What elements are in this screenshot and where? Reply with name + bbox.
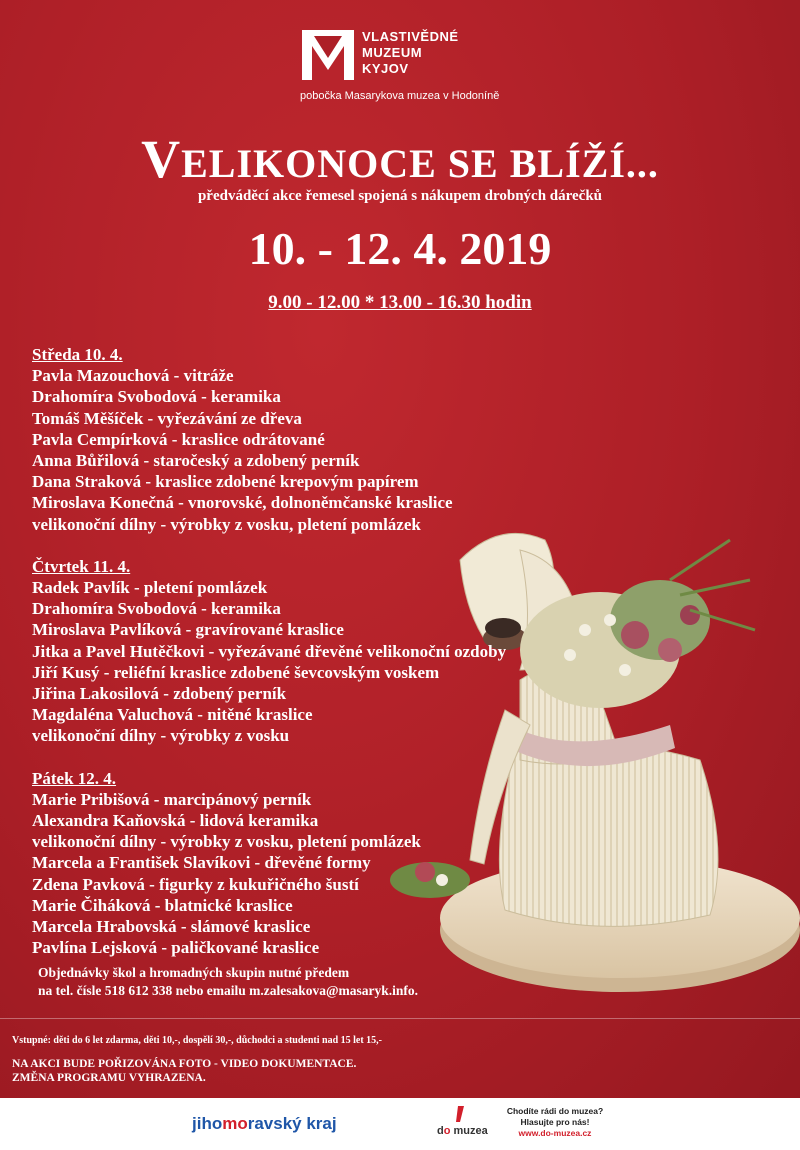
list-item: Marie Pribišová - marcipánový perník (32, 789, 312, 809)
program-day (32, 768, 572, 959)
list-item: Alexandra Kaňovská - lidová keramika (32, 811, 319, 831)
list-item: Pavlína Lejsková - paličkované kraslice (32, 938, 320, 958)
list-item: Marcela Hrabovská - slámové kraslice (32, 917, 311, 937)
museum-m-logo-icon (300, 26, 356, 82)
list-item: Zdena Pavková - figurky z kukuřičného šustí (32, 874, 359, 894)
event-dates: 10. - 12. 4. 2019 (248, 223, 552, 274)
list-item: Marcela a František Slavíkovi - dřevěné formy (32, 853, 371, 873)
list-item: Miroslava Konečná - vnorovské, dolnoněmčanské kraslice (32, 493, 453, 513)
group-orders-note: Objednávky škol a hromadných skupin nutné předem na tel. čísle 518 612 338 nebo emailu m.zalesakova@masaryk.info. (38, 965, 419, 998)
jihomoravsky-kraj-logo: jihomoravský kraj (192, 1114, 337, 1133)
event-subtitle: předváděcí akce řemesel spojená s nákupem drobných dárečků (197, 188, 603, 204)
list-item: Dana Straková - kraslice zdobené krepovým papírem (32, 472, 419, 492)
title-initial: V (141, 129, 182, 189)
event-hours: 9.00 - 12.00 * 13.00 - 16.30 hodin (268, 292, 532, 313)
list-item: Tomáš Měšíček - vyřezávání ze dřeva (32, 408, 302, 428)
program-day (32, 556, 572, 747)
list-item: Drahomíra Svobodová - keramika (32, 387, 281, 407)
list-item: velikonoční dílny - výrobky z vosku, pletení pomlázek (32, 832, 421, 852)
day-heading: Pátek 12. 4. (32, 768, 117, 788)
museum-branch: pobočka Masarykova muzea v Hodoníně (300, 90, 500, 102)
do-muzea-link[interactable]: www.do-muzea.cz (518, 1128, 592, 1138)
list-item: Pavla Mazouchová - vitráže (32, 366, 234, 386)
list-item: Magdaléna Valuchová - nitěné kraslice (32, 705, 313, 725)
day-heading: Středa 10. 4. (32, 345, 123, 364)
list-item: Jiřina Lakosilová - zdobený perník (32, 684, 287, 704)
list-item: Drahomíra Svobodová - keramika (32, 599, 281, 619)
admission-prices: Vstupné: děti do 6 let zdarma, děti 10,-, dospělí 30,-, důchodci a studenti nad 15 let 15,- (12, 1035, 383, 1046)
do-muzea-exclamation-icon (436, 1104, 500, 1144)
list-item: Pavla Cempírková - kraslice odrátované (32, 429, 325, 449)
event-title (0, 128, 800, 190)
museum-name: VLASTIVĚDNÉ MUZEUM KYJOV (362, 29, 459, 76)
list-item: velikonoční dílny - výrobky z vosku, pletení pomlázek (32, 514, 421, 534)
museum-logo (300, 26, 560, 106)
sponsor-footer (0, 1098, 800, 1150)
list-item: Jitka a Pavel Hutěčkovi - vyřezávané dřevěné velikonoční ozdoby (32, 641, 507, 661)
program-notice: NA AKCI BUDE POŘIZOVÁNA FOTO - VIDEO DOKUMENTACE. ZMĚNA PROGRAMU VYHRAZENA. (12, 1058, 357, 1084)
list-item: Jiří Kusý - reliéfní kraslice zdobené ševcovským voskem (32, 662, 440, 682)
list-item: Miroslava Pavlíková - gravírované kraslice (32, 620, 344, 640)
program-day (32, 344, 572, 535)
list-item: Marie Čiháková - blatnické kraslice (32, 895, 293, 915)
list-item: velikonoční dílny - výrobky z vosku (32, 726, 290, 746)
divider (0, 1018, 800, 1019)
list-item: Anna Bůřilová - staročeský a zdobený perník (32, 451, 360, 471)
program-list (32, 344, 572, 979)
list-item: Radek Pavlík - pletení pomlázek (32, 578, 268, 598)
title-rest: ELIKONOCE SE BLÍŽÍ... (181, 141, 659, 186)
do-muzea-logo: do muzea (437, 1125, 488, 1137)
do-muzea-info: Chodíte rádi do muzea? Hlasujte pro nás! www.do-muzea.cz (500, 1106, 610, 1139)
day-heading: Čtvrtek 11. 4. (32, 556, 131, 576)
